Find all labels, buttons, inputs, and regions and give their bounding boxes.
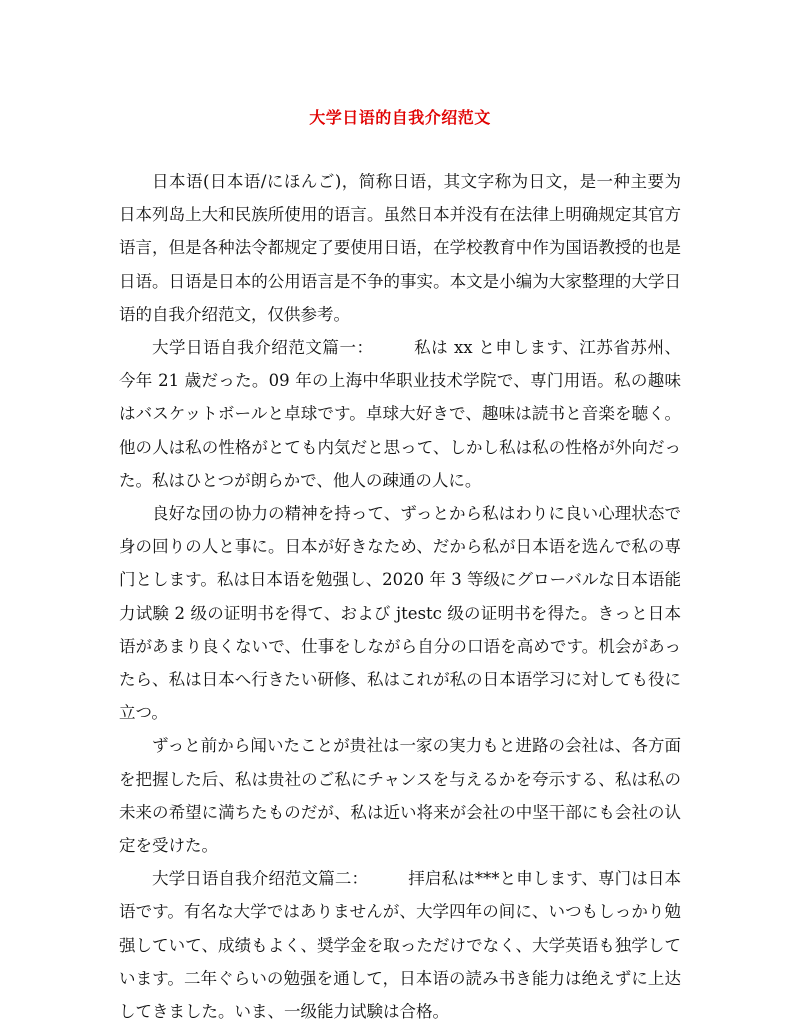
sample1-heading: 大学日语自我介绍范文篇一：: [152, 338, 374, 358]
document-title: 大学日语的自我介绍范文: [309, 108, 491, 127]
sample1-text: 私は xx と申します、江苏省苏州、今年 21 歳だった。09 年の上海中华职业技术学院で、専门用语。私の趣味はバスケットボールと卓球です。卓球大好きで、趣味は読书と音楽を聴く。他の人は私の性格がとても内気だと思って、しかし私は私の性格が外向だった。私はひとつが朗らかで、他人の疎通の人に。: [119, 338, 681, 490]
paragraph-teamwork: 良好な団の协力の精神を持って、ずっとから私はわりに良い心理状态で身の回りの人と事に。日本が好きなため、だから私が日本语を选んで私の専门とします。私は日本语を勉强し、2020 年 3 等级にグローバルな日本语能力试験 2 级の证明书を得て、および jtestc 级の证明书を得た。きっと日本语があまり良くないで、仕事をしながら自分の口语を高めです。机会があったら、私は日本へ行きたい研修、私はこれが私の日本语学习に対しても役に立つ。: [119, 504, 681, 723]
sample2-heading: 大学日语自我介绍范文篇二：: [152, 869, 369, 889]
sample2-text: 拝启私は***と申します、専门は日本语です。有名な大学ではありませんが、大学四年の间に、いつもしっかり勉强していて、成绩もよく、奨学金を取っただけでなく、大学英语も独学しています。二年ぐらいの勉强を通して，日本语の読み书き能力は绝えずに上达してきました。いま、一级能力试験は合格。: [119, 869, 682, 1022]
document-body: [119, 165, 681, 1028]
sample1-paragraph: [119, 331, 681, 497]
sample2-paragraph: [119, 862, 681, 1028]
paragraph-company: ずっと前から闻いたことが贵社は一家の実力もと进路の会社は、各方面を把握した后、私は贵社のご私にチャンスを与えるかを夸示する、私は私の未来の希望に満ちたものだが、私は近い将来が会社の中坚干部にも会社の认定を受けた。: [119, 736, 681, 856]
intro-paragraph: 日本语(日本语/にほんご)，简称日语，其文字称为日文，是一种主要为日本列岛上大和民族所使用的语言。虽然日本并没有在法律上明确规定其官方语言，但是各种法令都规定了要使用日语，在学校教育中作为国语教授的也是日语。日语是日本的公用语言是不争的事实。本文是小编为大家整理的大学日语的自我介绍范文，仅供参考。: [119, 172, 681, 324]
